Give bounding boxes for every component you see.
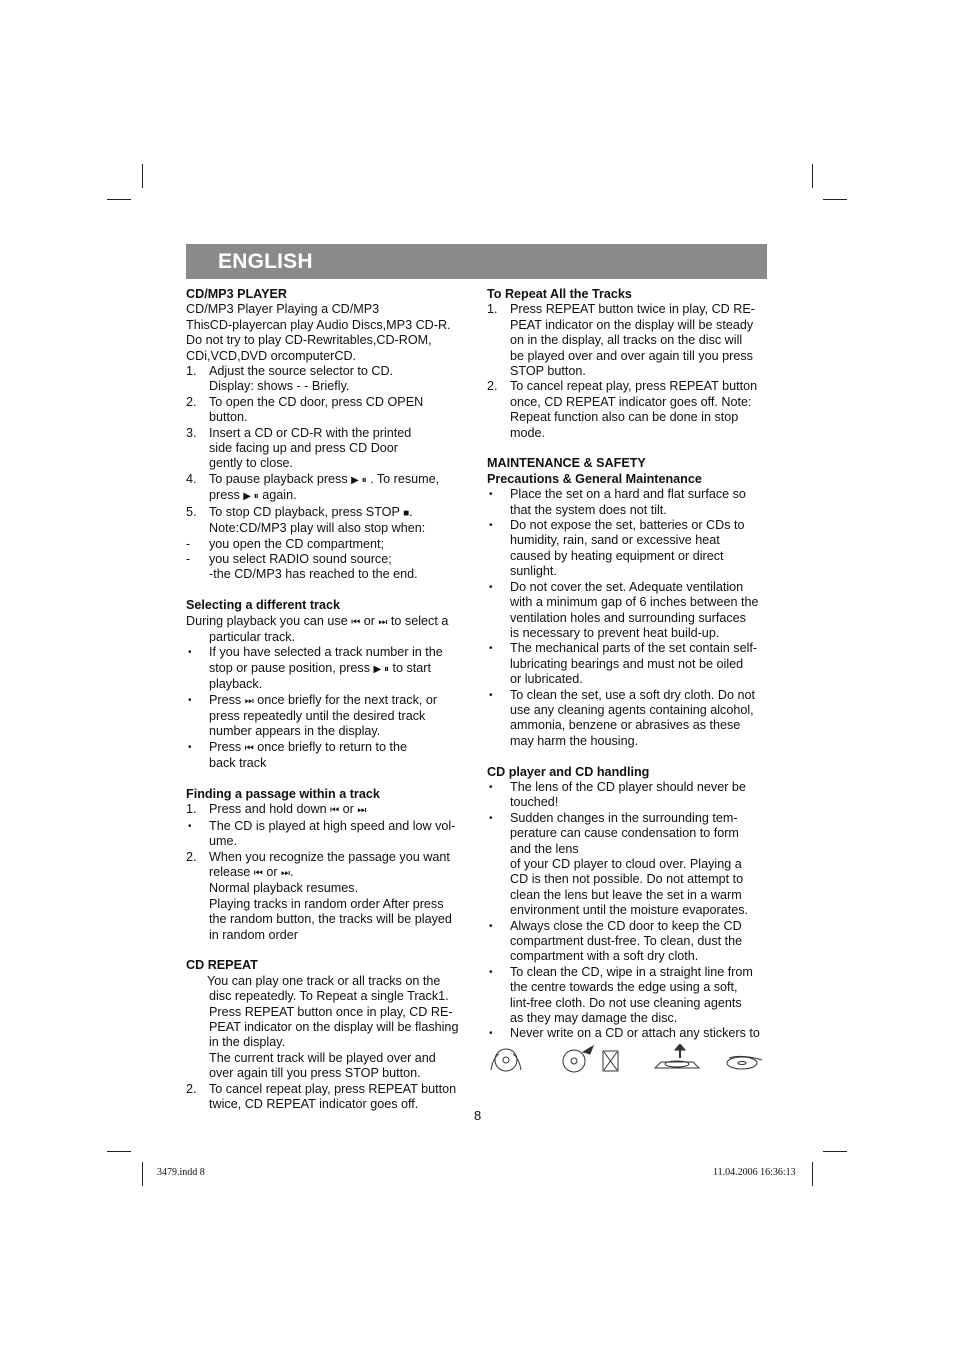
text-line: lint-free cloth. Do not use cleaning agents xyxy=(510,995,742,1010)
crop-mark xyxy=(142,1162,143,1186)
text-line: -the CD/MP3 has reached to the end. xyxy=(209,567,418,582)
text-line: back track xyxy=(209,756,267,771)
text-line: touched! xyxy=(510,795,559,810)
text-line: side facing up and press CD Door xyxy=(209,441,399,456)
list-item: 2. When you recognize the passage you want xyxy=(186,849,450,864)
list-item: - you open the CD compartment; xyxy=(186,536,385,551)
text-line: and the lens xyxy=(510,841,579,856)
crop-mark xyxy=(823,1151,847,1152)
footer-file: 3479.indd 8 xyxy=(157,1167,205,1178)
text-line: press ▶ ⏸ again. xyxy=(209,488,297,503)
section-heading: MAINTENANCE & SAFETY xyxy=(487,456,646,471)
list-item: 3. Insert a CD or CD-R with the printed xyxy=(186,425,412,440)
text-line: PEAT indicator on the display will be steady xyxy=(510,317,754,332)
list-item: • Do not cover the set. Adequate ventilation xyxy=(489,579,744,594)
list-item: 2. To cancel repeat play, press REPEAT button xyxy=(487,379,758,394)
list-item: 1. Adjust the source selector to CD. xyxy=(186,364,394,379)
text-line: in random order xyxy=(209,927,298,942)
list-item: • Do not expose the set, batteries or CDs to xyxy=(489,518,745,533)
play-pause-icon: ▶ ⏸ xyxy=(373,663,389,675)
text-line: Display: shows - - Briefly. xyxy=(209,379,350,394)
cd-handling-illustrations xyxy=(487,1044,772,1076)
text-line: Repeat function also can be done in stop xyxy=(510,410,739,425)
disc-write-icon xyxy=(563,1046,593,1072)
text-line: or lubricated. xyxy=(510,672,583,687)
text-line: is necessary to prevent heat build-up. xyxy=(510,625,720,640)
text-line: ThisCD-playercan play Audio Discs,MP3 CD-R. xyxy=(186,317,451,332)
footer-date: 11.04.2006 16:36:13 xyxy=(713,1167,796,1178)
language-banner xyxy=(186,244,767,279)
previous-track-icon: ⏮ xyxy=(351,616,361,628)
text-line: release ⏮ or ⏭. xyxy=(209,865,294,879)
text-line: may harm the housing. xyxy=(510,733,639,748)
text-line: The current track will be played over and xyxy=(209,1050,436,1065)
disc-hold-icon xyxy=(491,1049,521,1071)
text-line: stop or pause position, press ▶ ⏸ to start xyxy=(209,660,431,675)
list-item: 1. Press and hold down ⏮ or ⏭ xyxy=(186,802,367,817)
text-line: CD/MP3 Player Playing a CD/MP3 xyxy=(186,302,380,317)
sticker-prohibited-icon xyxy=(603,1051,618,1071)
text-line: press repeatedly until the desired track xyxy=(209,708,426,723)
text-line: Normal playback resumes. xyxy=(209,881,359,896)
crop-mark xyxy=(812,164,813,188)
section-subheading: Precautions & General Maintenance xyxy=(487,471,702,486)
play-pause-icon: ▶ ⏸ xyxy=(243,491,259,503)
section-heading: CD player and CD handling xyxy=(487,764,650,779)
list-item: • Never write on a CD or attach any stickers to xyxy=(489,1026,760,1041)
list-item: 1. Press REPEAT button twice in play, CD RE- xyxy=(487,302,755,317)
list-item: • Press ⏭ once briefly for the next track, or xyxy=(188,692,438,707)
text-line: caused by heating equipment or direct xyxy=(510,548,724,563)
section-heading: CD REPEAT xyxy=(186,958,258,973)
section-heading: CD/MP3 PLAYER xyxy=(186,287,288,301)
list-item: - you select RADIO sound source; xyxy=(186,551,392,566)
text-line: compartment dust-free. To clean, dust the xyxy=(510,934,743,949)
next-track-icon: ⏭ xyxy=(378,616,388,628)
crop-mark xyxy=(107,199,131,200)
next-track-icon: ⏭ xyxy=(281,868,291,879)
list-item: • Press ⏮ once briefly to return to the xyxy=(188,739,408,754)
previous-track-icon: ⏮ xyxy=(244,742,254,754)
text-line: the centre towards the edge using a soft, xyxy=(510,980,738,995)
text-line: environment until the moisture evaporates. xyxy=(510,903,749,918)
text-line: the random button, the tracks will be played xyxy=(209,912,452,927)
text-line: playback. xyxy=(209,677,263,692)
text-line: particular track. xyxy=(209,629,296,644)
list-item: 4. To pause playback press ▶ ⏸ . To resume, xyxy=(186,471,440,486)
text-line: compartment with a soft dry cloth. xyxy=(510,949,699,964)
text-line: STOP button. xyxy=(510,364,586,379)
text-line: ammonia, benzene or abrasives as these xyxy=(510,718,741,733)
text-line: sunlight. xyxy=(510,564,557,579)
text-line: button. xyxy=(209,410,248,425)
text-line: ume. xyxy=(209,834,237,849)
list-item: • Always close the CD door to keep the CD xyxy=(489,918,742,933)
crop-mark xyxy=(107,1151,131,1152)
text-line: clean the lens but leave the set in a warm xyxy=(510,887,742,902)
text-line: Playing tracks in random order After press xyxy=(209,896,444,911)
list-item: • The lens of the CD player should never be xyxy=(489,779,746,794)
crop-mark xyxy=(823,199,847,200)
text-line: You can play one track or all tracks on the xyxy=(207,973,441,988)
text-line: Press REPEAT button once in play, CD RE- xyxy=(209,1004,453,1019)
stop-icon: ■ xyxy=(403,507,410,519)
previous-track-icon: ⏮ xyxy=(253,868,263,879)
page-title: ENGLISH xyxy=(218,250,313,273)
text-line: humidity, rain, sand or excessive heat xyxy=(510,533,720,548)
text-line: be played over and over again till you press xyxy=(510,348,753,363)
left-column xyxy=(186,287,476,1112)
text-line: perature can cause condensation to form xyxy=(510,826,739,841)
text-line: ventilation holes and surrounding surfaces xyxy=(510,610,746,625)
list-item: • Sudden changes in the surrounding tem- xyxy=(489,810,738,825)
disc-hand-icon xyxy=(727,1056,762,1069)
text-line: with a minimum gap of 6 inches between the xyxy=(510,595,759,610)
text-line: once, CD REPEAT indicator goes off. Note: xyxy=(510,394,752,409)
crop-mark xyxy=(142,164,143,188)
section-heading: Finding a passage within a track xyxy=(186,786,380,801)
list-item: 2. To cancel repeat play, press REPEAT button xyxy=(186,1081,457,1096)
list-item: 2. To open the CD door, press CD OPEN xyxy=(186,394,424,409)
section-heading: Selecting a different track xyxy=(186,598,340,613)
next-track-icon: ⏭ xyxy=(357,805,367,817)
text-line: that the system does not tilt. xyxy=(510,502,667,517)
text-line: number appears in the display. xyxy=(209,724,381,739)
text-line: mode. xyxy=(510,425,546,440)
list-item: • To clean the set, use a soft dry cloth. Do not xyxy=(489,687,756,702)
list-item: • The mechanical parts of the set contain self- xyxy=(489,641,758,656)
play-pause-icon: ▶ ⏸ xyxy=(351,474,367,486)
list-item: • To clean the CD, wipe in a straight line from xyxy=(489,964,753,979)
list-item: 5. To stop CD playback, press STOP ■. xyxy=(186,504,413,519)
right-column xyxy=(487,287,772,1042)
text-line: Do not try to play CD-Rewritables,CD-ROM, xyxy=(186,333,432,348)
previous-track-icon: ⏮ xyxy=(330,805,340,817)
text-line: in the display. xyxy=(209,1035,286,1050)
text-line: of your CD player to cloud over. Playing a xyxy=(510,857,742,871)
text-line: CD is then not possible. Do not attempt to xyxy=(510,872,744,887)
text-line: gently to close. xyxy=(209,456,294,471)
list-item: • The CD is played at high speed and low vol- xyxy=(188,818,456,833)
disc-wipe-icon xyxy=(655,1044,699,1068)
text-line: PEAT indicator on the display will be flashing xyxy=(209,1020,459,1035)
text-line: During playback you can use ⏮ or ⏭ to select a xyxy=(186,613,449,628)
next-track-icon: ⏭ xyxy=(244,695,254,707)
text-line: CDi,VCD,DVD orcomputerCD. xyxy=(186,348,357,363)
cd-handling-illustrations-svg xyxy=(487,1044,772,1076)
text-line: use any cleaning agents containing alcohol, xyxy=(510,702,754,717)
crop-mark xyxy=(812,1162,813,1186)
text-line: Note:CD/MP3 play will also stop when: xyxy=(209,521,426,536)
section-heading: To Repeat All the Tracks xyxy=(487,287,632,301)
list-item: • If you have selected a track number in the xyxy=(188,645,443,660)
text-line: lubricating bearings and must not be oiled xyxy=(510,656,744,671)
page-number: 8 xyxy=(474,1108,482,1123)
text-line: as they may damage the disc. xyxy=(510,1011,678,1026)
text-line: on in the display, all tracks on the disc will xyxy=(510,333,743,348)
text-line: twice, CD REPEAT indicator goes off. xyxy=(209,1097,419,1112)
text-line: over again till you press STOP button. xyxy=(209,1066,421,1081)
list-item: • Place the set on a hard and flat surface so xyxy=(489,487,746,502)
text-line: disc repeatedly. To Repeat a single Track1. xyxy=(209,989,449,1004)
